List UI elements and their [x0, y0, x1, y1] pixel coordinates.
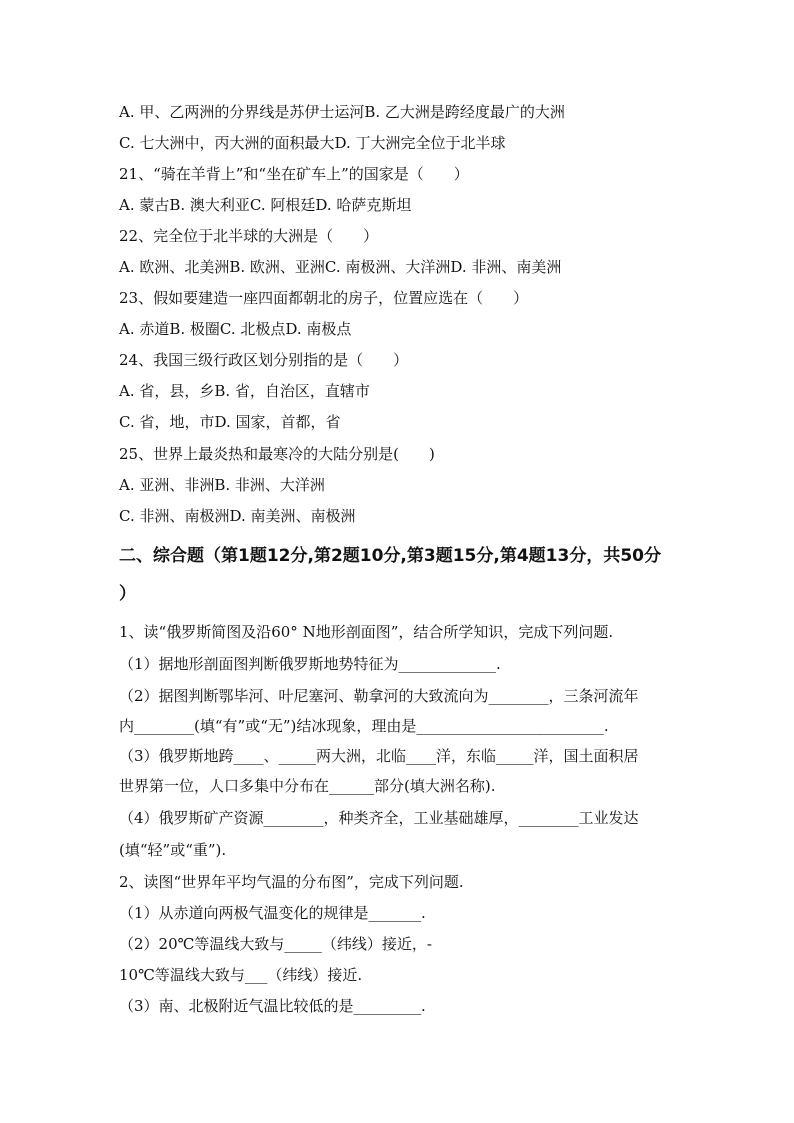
- section-heading: 二、综合题（第1题12分,第2题10分,第3题15分,第4题13分，共50分: [119, 546, 661, 566]
- question-23-options: A. 赤道B. 极圈C. 北极点D. 南极点: [119, 320, 352, 338]
- comprehensive-q1-part3: （3）俄罗斯地跨____、_____两大洲，北临____洋，东临_____洋，国土面积居: [119, 747, 639, 765]
- question-25-options-ab: A. 亚洲、非洲B. 非洲、大洋洲: [119, 476, 325, 494]
- question-22: 22、完全位于北半球的大洲是（ ）: [119, 227, 379, 245]
- question-24: 24、我国三级行政区划分别指的是（ ）: [119, 351, 409, 369]
- comprehensive-q2-part3: （3）南、北极附近气温比较低的是_________.: [119, 997, 426, 1015]
- question-25-options-cd: C. 非洲、南极洲D. 南美洲、南极洲: [119, 507, 356, 525]
- comprehensive-q1-part1: （1）据地形剖面图判断俄罗斯地势特征为_____________.: [119, 655, 501, 673]
- comprehensive-q1: 1、读“俄罗斯简图及沿60° N地形剖面图”，结合所学知识，完成下列问题.: [119, 623, 614, 641]
- comprehensive-q1-part2-cont: 内________(填“有”或“无”)结冰现象，理由是_________________________.: [119, 717, 609, 735]
- comprehensive-q2-part2: （2）20℃等温线大致与_____（纬线）接近，-: [119, 935, 432, 953]
- comprehensive-q1-part2: （2）据图判断鄂毕河、叶尼塞河、勒拿河的大致流向为________，三条河流年: [119, 687, 639, 705]
- question-22-options: A. 欧洲、北美洲B. 欧洲、亚洲C. 南极洲、大洋洲D. 非洲、南美洲: [119, 258, 562, 276]
- question-24-options-cd: C. 省，地，市D. 国家，首都，省: [119, 413, 341, 431]
- comprehensive-q1-part3-cont: 世界第一位，人口多集中分布在______部分(填大洲名称).: [119, 777, 496, 795]
- comprehensive-q1-part4-cont: (填“轻”或“重”).: [119, 841, 227, 859]
- comprehensive-q1-part4: （4）俄罗斯矿产资源________，种类齐全，工业基础雄厚，________工业发达: [119, 809, 639, 827]
- question-23: 23、假如要建造一座四面都朝北的房子，位置应选在（ ）: [119, 289, 529, 307]
- question-25: 25、世界上最炎热和最寒冷的大陆分别是( ): [119, 445, 435, 463]
- question-24-options-ab: A. 省，县，乡B. 省，自治区，直辖市: [119, 382, 370, 400]
- option-line-20ab: A. 甲、乙两洲的分界线是苏伊士运河B. 乙大洲是跨经度最广的大洲: [119, 103, 565, 121]
- comprehensive-q2: 2、读图“世界年平均气温的分布图”，完成下列问题.: [119, 873, 464, 891]
- question-21: 21、“骑在羊背上”和“坐在矿车上”的国家是（ ）: [119, 165, 469, 183]
- section-heading-continued: ）: [119, 584, 136, 604]
- comprehensive-q2-part2-cont: 10℃等温线大致与___（纬线）接近.: [119, 966, 363, 984]
- comprehensive-q2-part1: （1）从赤道向两极气温变化的规律是_______.: [119, 904, 426, 922]
- option-line-20cd: C. 七大洲中，丙大洲的面积最大D. 丁大洲完全位于北半球: [119, 134, 506, 152]
- question-21-options: A. 蒙古B. 澳大利亚C. 阿根廷D. 哈萨克斯坦: [119, 196, 412, 214]
